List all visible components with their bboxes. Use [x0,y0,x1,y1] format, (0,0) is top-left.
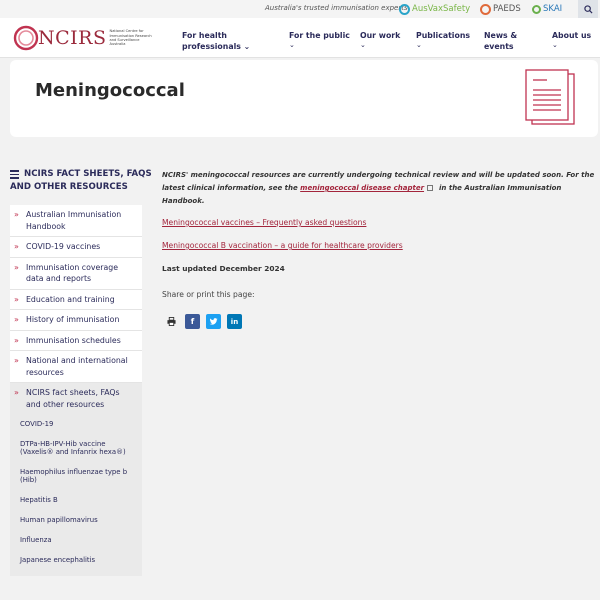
ncirs-logo[interactable] [12,25,154,51]
skai-link[interactable]: SKAI [532,2,562,16]
sidebar-item-handbook[interactable]: » Australian Immunisation Handbook [10,205,142,237]
double-chevron-right-icon: » [14,335,19,345]
double-chevron-right-icon: » [14,315,19,324]
sidebar-subitem[interactable]: COVID-19 [20,420,54,428]
skai-logo-icon [532,5,541,14]
share-label: Share or print this page: [162,290,255,299]
nav-our-work[interactable]: Our work ⌄ [360,31,401,49]
sidebar-item-coverage-data[interactable]: » Immunisation coverage data and reports [10,258,142,290]
chevron-down-icon: ⌄ [289,41,295,49]
handbook-chapter-link[interactable]: meningococcal disease chapter [300,184,425,192]
twitter-share-button[interactable] [206,314,221,329]
chevron-down-icon: ⌄ [243,42,251,51]
chevron-down-icon: ⌄ [416,41,422,49]
sidebar-subitem[interactable]: Hepatitis B [20,496,58,504]
double-chevron-right-icon: » [14,294,19,304]
linkedin-icon: in [230,317,239,326]
nav-for-the-public[interactable]: For the public ⌄ [289,31,350,49]
faq-link[interactable]: Meningococcal vaccines – Frequently asked questions [162,218,367,227]
men-b-guide-link[interactable]: Meningococcal B vaccination – a guide for healthcare providers [162,241,403,250]
double-chevron-right-icon: » [14,210,19,219]
document-icon [520,69,580,127]
facebook-icon: f [190,317,195,326]
page-banner [10,60,598,137]
last-updated: Last updated December 2024 [162,264,285,273]
chevron-down-icon: ⌄ [552,41,558,49]
sidebar-nav [10,205,142,576]
paeds-link[interactable]: PAEDS [480,2,521,16]
sidebar-heading[interactable]: NCIRS FACT SHEETS, FAQS AND OTHER RESOURCES [10,169,152,192]
nav-health-professionals[interactable]: For health professionals ⌄ [182,31,251,51]
sidebar-item-covid-vaccines[interactable]: » COVID-19 vaccines [10,237,142,258]
site-header [0,18,600,58]
tagline: Australia's trusted immunisation experts [265,4,408,12]
logo-text: NCIRS [38,27,107,49]
sidebar-item-fact-sheets[interactable]: » NCIRS fact sheets, FAQs and other resources [10,383,142,414]
sidebar-subitem[interactable]: DTPa-HB-IPV-Hib vaccine (Vaxelis® and Infanrix hexa®) [20,440,126,456]
sidebar-subitem[interactable]: Haemophilus influenzae type b (Hib) [20,468,128,484]
sidebar-item-national-international[interactable]: » National and international resources [10,351,142,383]
twitter-icon [209,317,218,326]
facebook-share-button[interactable] [185,314,200,329]
print-button[interactable] [164,314,179,329]
ausvaxsafety-logo-icon [399,4,410,15]
sidebar-item-schedules[interactable]: » Immunisation schedules [10,331,142,352]
paeds-logo-icon [480,4,491,15]
sidebar-subitem[interactable]: Japanese encephalitis [20,556,96,564]
sidebar-subitem[interactable]: Influenza [20,536,52,544]
double-chevron-right-icon: » [14,242,19,251]
nav-about-us[interactable]: About us ⌄ [552,31,592,49]
double-chevron-right-icon: » [14,388,19,397]
intro-text: NCIRS' meningococcal resources are currently undergoing technical review and will be updated soon. For the latest clinical information, see the meningococcal disease chapter in the Australian Immunisation Handbook. [162,171,595,205]
double-chevron-right-icon: » [14,356,19,365]
utility-bar [0,0,600,18]
linkedin-share-button[interactable] [227,314,242,329]
sidebar-item-education[interactable]: » Education and training [10,290,142,311]
page-title: Meningococcal [35,80,185,101]
menu-icon [10,170,19,181]
search-icon [584,5,593,14]
double-chevron-right-icon: » [14,262,19,272]
sidebar-item-history[interactable]: » History of immunisation [10,310,142,331]
chevron-down-icon: ⌄ [360,41,366,49]
logo-subtext: National Centre for Immunisation Research and Surveillance Australia [109,29,152,47]
sidebar-sub-list [10,414,142,576]
nav-news-events[interactable]: News & events [484,31,518,51]
nav-publications[interactable]: Publications ⌄ [416,31,471,49]
search-button[interactable] [578,0,598,18]
sidebar-subitem[interactable]: Human papillomavirus [20,516,98,524]
ausvaxsafety-link[interactable]: AusVaxSafety [399,2,470,16]
printer-icon [167,317,176,326]
external-link-icon [427,185,433,191]
